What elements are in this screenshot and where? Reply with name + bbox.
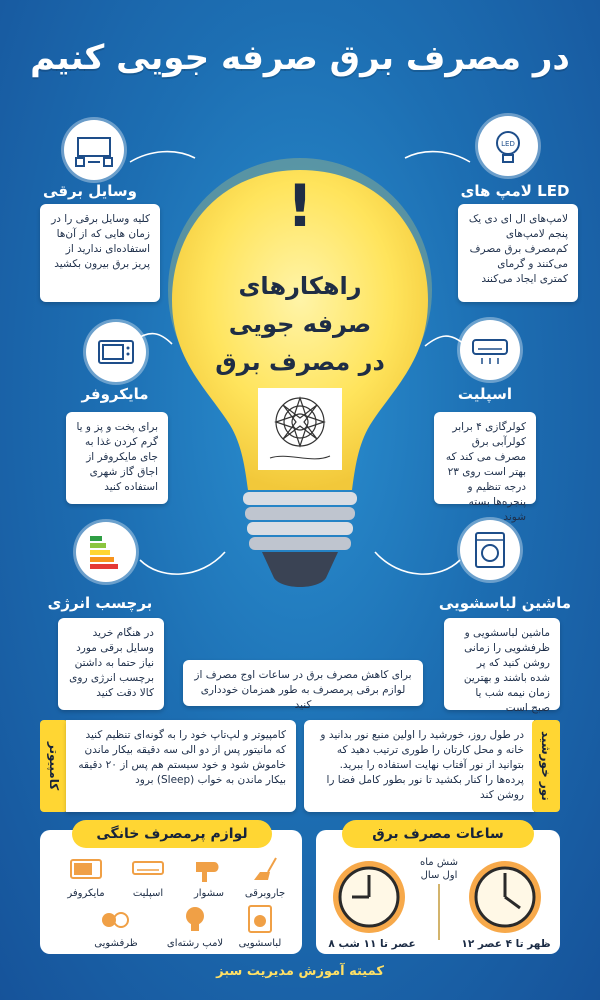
microwave-icon-circle xyxy=(86,322,146,382)
stereo-icon xyxy=(74,130,114,170)
sunlight-tip-card: در طول روز، خورشید را اولین منبع نور بدانید و خانه و محل کارتان را طوری ترتیب دهید که بتوانید از نور آفتاب نهایت استفاده را ببرید. پرده‌ها را کنار بکشید تا نور بطور کامل فضا را روشن کند xyxy=(304,720,534,812)
appliance-label-incandescent: لامپ رشته‌ای xyxy=(166,938,224,949)
led-bulb-icon xyxy=(488,126,528,166)
washer-icon-circle xyxy=(460,520,520,580)
season-note-line-2: اول سال xyxy=(420,870,458,881)
microwave-small-icon xyxy=(69,854,103,884)
tip-card-washer: ماشین لباسشویی و ظرفشویی را زمانی روشن کنید که پر شده باشند و بهترین زمان نیمه شب یا صبح است xyxy=(444,618,560,710)
clock-noon-icon xyxy=(466,858,544,936)
incandescent-bulb-icon xyxy=(178,904,212,934)
svg-text:LED: LED xyxy=(501,140,515,148)
appliance-label-vacuum: جاروبرقی xyxy=(244,888,286,899)
page-title: در مصرف برق صرفه جویی کنیم xyxy=(30,38,570,78)
tip-card-led: لامپ‌های ال ای دی یک پنجم لامپ‌های کم‌مصرف برق مصرف می‌کنند و گرمای کمتری ایجاد می‌کنند xyxy=(458,204,578,302)
appliance-label-hairdryer: سشوار xyxy=(193,888,225,899)
appliance-label-microwave: مایکروفر xyxy=(67,888,105,899)
season-note xyxy=(412,856,466,882)
hairdryer-icon xyxy=(192,854,226,884)
appliances-icon-circle xyxy=(64,120,124,180)
appliance-microwave xyxy=(56,854,116,899)
tip-card-appliances: کلیه وسایل برقی را در زمان هایی که از آن‌ها استفاده‌ای ندارید از پریز برق بیرون بکشید xyxy=(40,204,160,302)
bulb-line-2: صرفه جویی xyxy=(228,310,372,338)
peak-hours-note: برای کاهش مصرف برق در ساعات اوج مصرف از لوازم برقی پرمصرف به طور همزمان خودداری کنید xyxy=(183,660,423,706)
split-icon xyxy=(131,854,165,884)
appliance-vacuum xyxy=(240,854,290,899)
appliance-dishwasher xyxy=(86,904,146,949)
tip-label-split: اسپلیت xyxy=(457,385,513,403)
high-consumption-title: لوازم پرمصرف خانگی xyxy=(72,820,272,848)
noon-hours-caption: ۱۲ ظهر تا ۴ عصر xyxy=(461,938,551,950)
appliance-split xyxy=(118,854,178,899)
tip-label-appliances: وسایل برقی xyxy=(43,182,137,200)
bulb-line-1: راهکارهای xyxy=(238,272,362,300)
microwave-icon xyxy=(96,332,136,372)
footer-credit: کمیته آموزش مدیریت سبز xyxy=(216,964,384,979)
appliance-label-dishwasher: ظرفشویی xyxy=(94,938,138,949)
tip-label-microwave: مایکروفر xyxy=(81,385,149,403)
energy-label-icon xyxy=(86,532,126,572)
tip-label-energy: برچسب انرژی xyxy=(47,594,153,612)
computer-tip-card: کامپیوتر و لپ‌تاپ خود را به گونه‌ای تنظیم کنید که مانیتور پس از دو الی سه دقیقه بیکار ماندن خاموش شود و خود سیستم هم پس از ۲۰ دقیقه بیکار ماندن به خواب (Sleep) برود xyxy=(66,720,296,812)
tip-label-led: لامپ های LED xyxy=(460,182,570,200)
tip-card-microwave: برای پخت و پز و یا گرم کردن غذا به جای مایکروفر از اجاق گاز شهری استفاده کنید xyxy=(66,412,168,504)
energy-icon-circle xyxy=(76,522,136,582)
tip-card-energy: در هنگام خرید وسایل برقی مورد نیاز حتما به داشتن برچسب انرژی روی کالا دقت کنید xyxy=(58,618,164,710)
appliance-hairdryer xyxy=(184,854,234,899)
season-note-line-1: شش ماه xyxy=(420,857,458,868)
bulb-line-3: در مصرف برق xyxy=(215,348,385,376)
washer-small-icon xyxy=(243,904,277,934)
divider-arrow xyxy=(436,884,442,940)
split-icon-circle xyxy=(460,320,520,380)
vacuum-icon xyxy=(248,854,282,884)
appliance-incandescent xyxy=(160,904,230,949)
tip-card-split: کولرگازی ۴ برابر کولرآبی برق مصرف می کند که بهتر است روی ۲۳ درجه تنظیم و پنجره‌ها بسته شوند xyxy=(434,412,536,504)
appliance-washer xyxy=(230,904,290,949)
washing-machine-icon xyxy=(470,530,510,570)
tip-label-washer: ماشین لباسشویی xyxy=(438,594,572,612)
exclamation-mark: ! xyxy=(286,172,314,240)
led-icon-circle xyxy=(478,116,538,176)
consumption-hours-title: ساعات مصرف برق xyxy=(342,820,534,848)
evening-hours-caption: ۸ عصر تا ۱۱ شب xyxy=(328,938,416,950)
air-conditioner-icon xyxy=(470,330,510,370)
dishwasher-icon xyxy=(99,904,133,934)
clock-evening-icon xyxy=(330,858,408,936)
sunlight-ribbon: نور خورشید xyxy=(532,720,560,812)
appliance-label-split: اسپلیت xyxy=(132,888,164,899)
appliance-label-washer: لباسشویی xyxy=(238,938,282,949)
computer-ribbon: کامپیوتر xyxy=(40,720,68,812)
